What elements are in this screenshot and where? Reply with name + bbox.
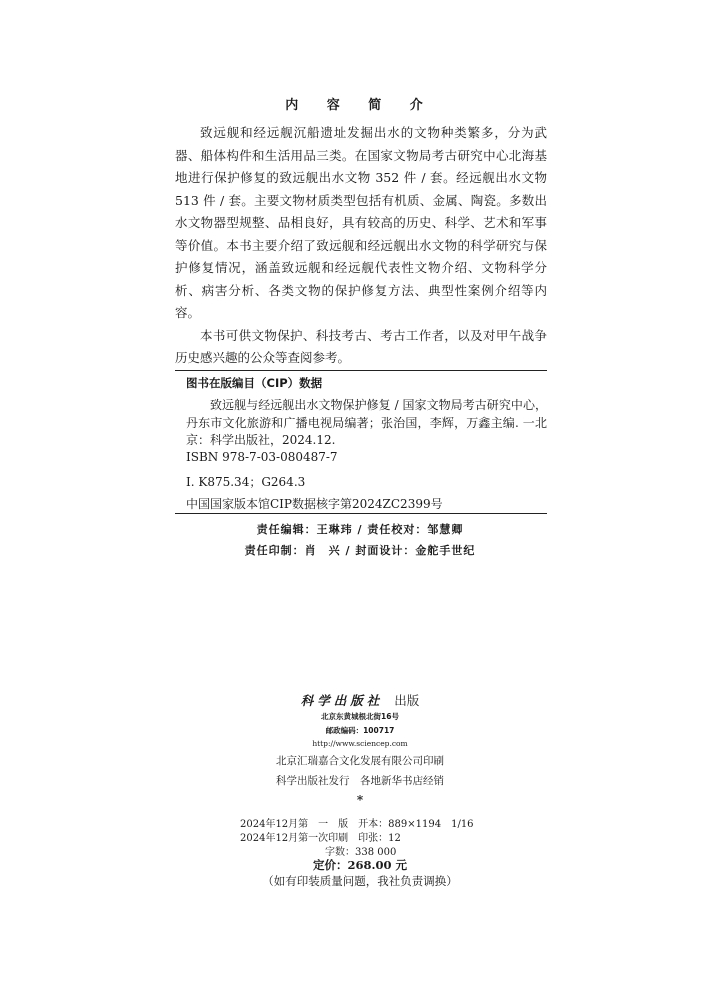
section-asterisk: * xyxy=(356,793,364,807)
word-count: 字数：338 000 xyxy=(325,847,397,858)
cip-number: 中国国家版本馆CIP数据核字第2024ZC2399号 xyxy=(186,497,443,511)
cip-heading: 图书在版编目（CIP）数据 xyxy=(186,376,323,390)
quality-notice: （如有印装质量问题，我社负责调换） xyxy=(262,874,458,888)
production-credits: 责任印制：肖 兴 / 封面设计：金舵手世纪 xyxy=(244,544,476,557)
edition-line: 2024年12月第 一 版 开本：889×1194 1/16 xyxy=(240,819,474,830)
printing-line: 2024年12月第一次印刷 印张：12 xyxy=(240,833,401,844)
cip-description: 致远舰与经远舰出水文物保护修复 / 国家文物局考古研究中心，丹东市文化旅游和广播电视局编著；张治国，李辉，万鑫主编. 一北京：科学出版社，2024.12. xyxy=(186,398,547,447)
cip-classification: Ⅰ. K875.34；G264.3 xyxy=(186,475,306,489)
summary-title: 内 容 简 介 xyxy=(285,98,435,113)
cip-isbn: ISBN 978-7-03-080487-7 xyxy=(186,450,338,464)
publisher-postcode: 邮政编码：100717 xyxy=(325,726,395,735)
cip-bottom-rule xyxy=(175,513,547,514)
cip-description-block xyxy=(186,397,547,450)
distributor-line: 科学出版社发行 各地新华书店经销 xyxy=(276,775,444,787)
editor-credits: 责任编辑：王琳玮 / 责任校对：邹慧卿 xyxy=(256,523,464,536)
publisher-logo: 科学出版社 xyxy=(300,693,384,708)
publisher-url: http://www.sciencep.com xyxy=(312,739,408,748)
summary-paragraph-2: 本书可供文物保护、科技考古、考古工作者，以及对甲午战争历史感兴趣的公众等查阅参考。 xyxy=(175,327,547,365)
publisher-line xyxy=(0,690,720,709)
cip-top-rule xyxy=(175,370,547,371)
summary-paragraph-1: 致远舰和经远舰沉船遗址发掘出水的文物种类繁多，分为武器、船体构件和生活用品三类。在国家文物局考古研究中心北海基地进行保护修复的致远舰出水文物 352 件 / 套。经远舰出水文物 513 件 / 套。主要文物材质类型包括有机质、金属、陶瓷。多数出水文物器型规整、品相良好，具有较高的历史、科学、艺术和军事等价值。本书主要介绍了致远舰和经远舰出水文物的科学研究与保护修复情况，涵盖致远舰和经远舰代表性文物介绍、文物科学分析、病害分析、各类文物的保护修复方法、典型性案例介绍等内容。 xyxy=(175,125,547,320)
price: 定价：268.00 元 xyxy=(312,858,407,872)
publisher-suffix: 出版 xyxy=(394,693,420,708)
summary-body xyxy=(175,122,547,370)
publisher-address: 北京东黄城根北街16号 xyxy=(321,712,399,721)
printer-line: 北京汇瑞嘉合文化发展有限公司印刷 xyxy=(276,755,444,767)
